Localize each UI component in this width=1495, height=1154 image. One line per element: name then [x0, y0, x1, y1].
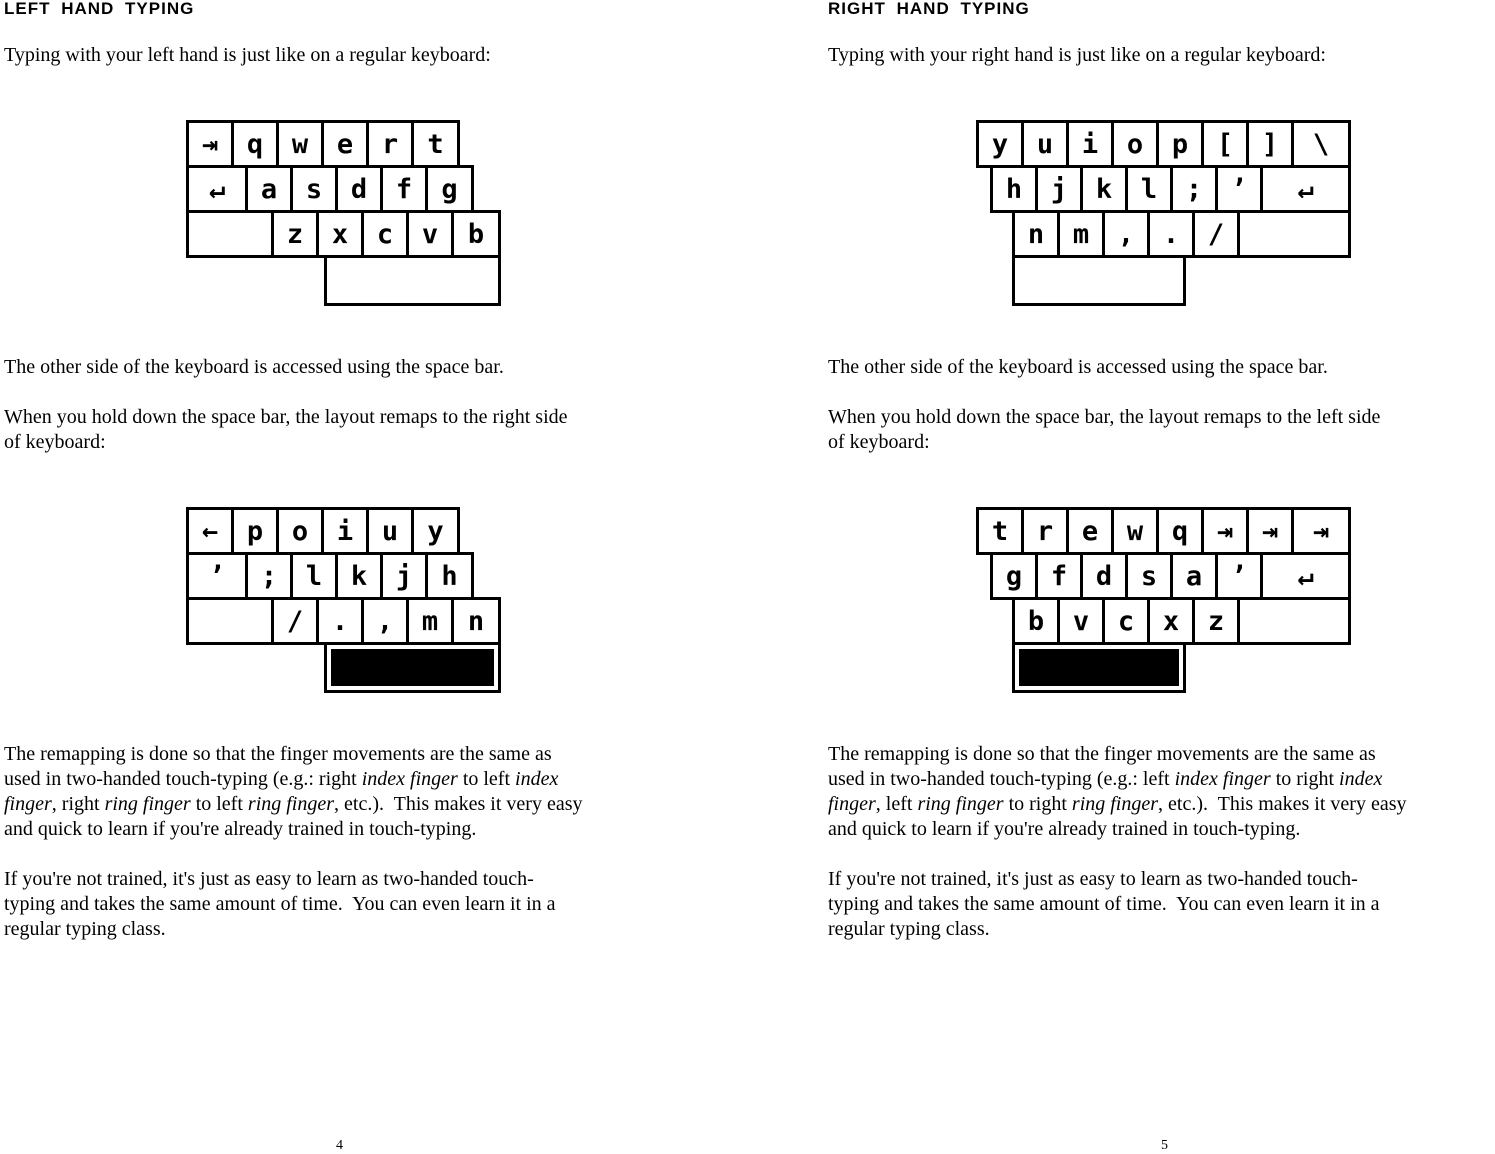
key-a: a	[1170, 552, 1218, 600]
key-g: g	[425, 165, 474, 213]
key-v: v	[1057, 597, 1105, 645]
page-number: 5	[1161, 1138, 1168, 1152]
key-quote: ’	[1215, 552, 1263, 600]
key-l: l	[1125, 165, 1173, 213]
left-page	[4, 0, 704, 1152]
key-semicolon: ;	[1170, 165, 1218, 213]
shift-key	[1237, 597, 1351, 645]
key-l: l	[290, 552, 338, 600]
tab-key: ⇥	[1246, 507, 1294, 555]
left-hold-line1: When you hold down the space bar, the layout remaps to the right side	[4, 406, 568, 428]
key-k: k	[335, 552, 383, 600]
key-b: b	[1012, 597, 1060, 645]
key-y: y	[411, 507, 460, 555]
right-intro: Typing with your right hand is just like on a regular keyboard:	[828, 44, 1326, 66]
left-keyboard-normal	[186, 120, 501, 306]
tab-key: ⇥	[1201, 507, 1249, 555]
key-n: n	[1012, 210, 1060, 258]
shift-key	[186, 597, 274, 645]
left-trained-line3: regular typing class.	[4, 918, 166, 940]
right-remap-line1: The remapping is done so that the finger movements are the same as	[828, 743, 1376, 765]
key-q: q	[231, 120, 279, 168]
key-comma: ,	[361, 597, 409, 645]
key-o: o	[1111, 120, 1159, 168]
key-p: p	[231, 507, 279, 555]
key-h: h	[990, 165, 1038, 213]
page-number: 4	[336, 1138, 343, 1153]
key-u: u	[366, 507, 414, 555]
return-key: ↵	[1260, 165, 1351, 213]
left-trained-line1: If you're not trained, it's just as easy to learn as two-handed touch-	[4, 868, 534, 890]
key-j: j	[1035, 165, 1083, 213]
right-other-side: The other side of the keyboard is accessed using the space bar.	[828, 356, 1328, 378]
key-backslash: \	[1291, 120, 1351, 168]
right-heading: RIGHT HAND TYPING	[828, 0, 1030, 18]
right-keyboard-normal	[976, 120, 1354, 306]
key-o: o	[276, 507, 324, 555]
key-m: m	[406, 597, 454, 645]
right-trained-line3: regular typing class.	[828, 918, 990, 940]
key-i: i	[1066, 120, 1114, 168]
left-other-side: The other side of the keyboard is accessed using the space bar.	[4, 356, 504, 378]
key-quote: ’	[186, 552, 248, 600]
key-f: f	[1035, 552, 1083, 600]
key-r: r	[366, 120, 414, 168]
key-h: h	[425, 552, 474, 600]
key-y: y	[976, 120, 1024, 168]
right-page	[828, 0, 1495, 1152]
key-slash: /	[1192, 210, 1240, 258]
key-a: a	[245, 165, 293, 213]
key-v: v	[406, 210, 454, 258]
left-remap-line1: The remapping is done so that the finger movements are the same as	[4, 743, 552, 765]
tab-key: ⇥	[186, 120, 234, 168]
key-m: m	[1057, 210, 1105, 258]
left-remap-line3: finger, right ring finger to left ring finger, etc.). This makes it very easy	[4, 793, 583, 815]
space-bar	[1012, 255, 1186, 306]
left-heading: LEFT HAND TYPING	[4, 0, 195, 18]
key-x: x	[316, 210, 364, 258]
key-s: s	[290, 165, 338, 213]
key-w: w	[276, 120, 324, 168]
key-k: k	[1080, 165, 1128, 213]
key-j: j	[380, 552, 428, 600]
key-w: w	[1111, 507, 1159, 555]
return-key: ↵	[1260, 552, 1351, 600]
shift-key	[186, 210, 274, 258]
key-t: t	[976, 507, 1024, 555]
left-remap-line2: used in two-handed touch-typing (e.g.: right index finger to left index	[4, 768, 559, 790]
key-semicolon: ;	[245, 552, 293, 600]
right-hold-line1: When you hold down the space bar, the layout remaps to the left side	[828, 406, 1381, 428]
right-remap-line4: and quick to learn if you're already trained in touch-typing.	[828, 818, 1301, 840]
key-b: b	[451, 210, 501, 258]
right-trained-line2: typing and takes the same amount of time. You can even learn it in a	[828, 893, 1380, 915]
left-hold-line2: of keyboard:	[4, 431, 106, 453]
key-z: z	[271, 210, 319, 258]
key-e: e	[1066, 507, 1114, 555]
space-bar	[324, 255, 501, 306]
return-key: ↵	[186, 165, 248, 213]
right-keyboard-remapped	[976, 507, 1354, 693]
left-keyboard-remapped	[186, 507, 501, 693]
key-period: .	[1147, 210, 1195, 258]
key-comma: ,	[1102, 210, 1150, 258]
space-bar-held	[1012, 642, 1186, 693]
key-i: i	[321, 507, 369, 555]
right-trained-line1: If you're not trained, it's just as easy to learn as two-handed touch-	[828, 868, 1358, 890]
key-quote: ’	[1215, 165, 1263, 213]
key-s: s	[1125, 552, 1173, 600]
tab-key: ⇥	[1291, 507, 1351, 555]
key-p: p	[1156, 120, 1204, 168]
right-hold-line2: of keyboard:	[828, 431, 930, 453]
key-close-bracket: ]	[1246, 120, 1294, 168]
shift-key	[1237, 210, 1351, 258]
right-remap-line3: finger, left ring finger to right ring finger, etc.). This makes it very easy	[828, 793, 1407, 815]
key-d: d	[335, 165, 383, 213]
left-remap-line4: and quick to learn if you're already trained in touch-typing.	[4, 818, 477, 840]
space-bar-held	[324, 642, 501, 693]
key-c: c	[1102, 597, 1150, 645]
key-z: z	[1192, 597, 1240, 645]
key-q: q	[1156, 507, 1204, 555]
left-intro: Typing with your left hand is just like on a regular keyboard:	[4, 44, 491, 66]
key-period: .	[316, 597, 364, 645]
key-slash: /	[271, 597, 319, 645]
right-remap-line2: used in two-handed touch-typing (e.g.: left index finger to right index	[828, 768, 1383, 790]
key-g: g	[990, 552, 1038, 600]
key-n: n	[451, 597, 501, 645]
backspace-key: ←	[186, 507, 234, 555]
left-trained-line2: typing and takes the same amount of time. You can even learn it in a	[4, 893, 556, 915]
key-x: x	[1147, 597, 1195, 645]
key-f: f	[380, 165, 428, 213]
key-r: r	[1021, 507, 1069, 555]
key-e: e	[321, 120, 369, 168]
key-d: d	[1080, 552, 1128, 600]
key-t: t	[411, 120, 460, 168]
key-c: c	[361, 210, 409, 258]
key-u: u	[1021, 120, 1069, 168]
key-open-bracket: [	[1201, 120, 1249, 168]
